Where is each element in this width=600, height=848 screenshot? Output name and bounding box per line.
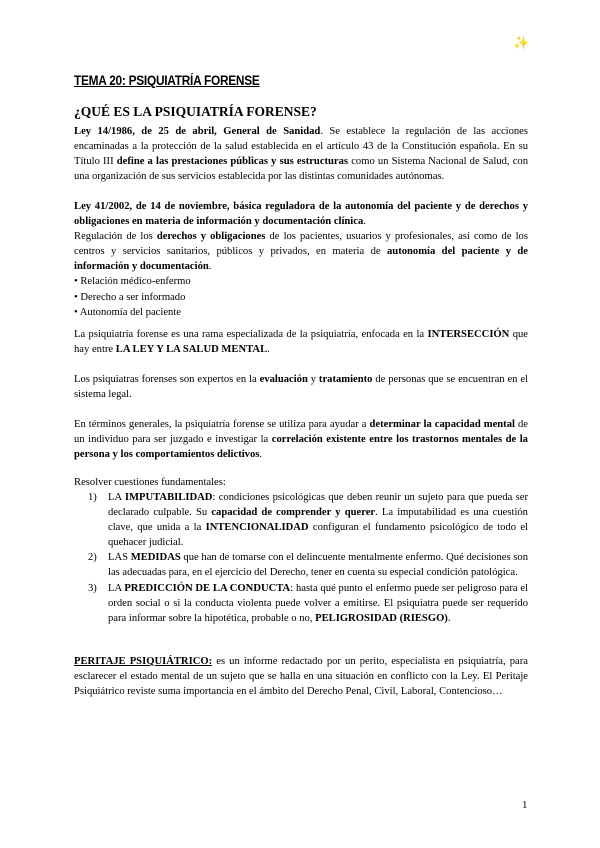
paragraph-peritaje [74, 654, 528, 699]
text: como un Sistema Nacional de Salud, con una organización de sus servicios establecida por las distintas comunidades autónomas. [74, 156, 529, 183]
text: . [208, 261, 212, 273]
text: . [363, 216, 366, 228]
text: En términos generales, la psiquiatría forense se utiliza para ayudar a [74, 419, 370, 430]
text: configuran el fundamento psicológico de todo el quehacer judicial. [108, 522, 528, 549]
bold-text: INTERSECCIÓN [427, 329, 510, 340]
list-item: • Relación médico-enfermo [74, 276, 191, 288]
text: . [267, 344, 270, 356]
bold-text: derechos y obligaciones [156, 231, 266, 243]
text: de los pacientes, usuarios y profesionales, así como de los centros y servicios sanitarios, públicos y privados, en materia de [74, 231, 528, 258]
law-title: Ley 41/2002, de 14 de noviembre, básica reguladora de la autonomía del paciente y de derechos y obligaciones en materia de información y documentación clínica [74, 201, 528, 228]
page-number: 1 [522, 799, 528, 811]
text: LA [108, 582, 125, 594]
text: de un individuo para ser juzgado e investigar la [74, 419, 528, 446]
bold-text: PREDICCIÓN DE LA CONDUCTA [124, 582, 291, 594]
text: que hay entre [74, 329, 528, 356]
text: es un informe redactado por un perito, especialista en psiquiatría, para esclarecer el estado mental de un sujeto que se halla en una situación en conflicto con la Ley. El Peritaje Psiquiátrico reviste suma importancia en el ámbito del Derecho Penal, Civil, Laboral, Contencioso… [74, 656, 528, 698]
list-item: • Derecho a ser informado [74, 291, 186, 303]
bold-text: determinar la capacidad mental [369, 419, 515, 430]
section-heading: ¿QUÉ ES LA PSIQUIATRÍA FORENSE? [74, 104, 317, 119]
bold-underlined-term: PERITAJE PSIQUIÁTRICO: [74, 656, 213, 667]
text: Resolver cuestiones fundamentales: [74, 477, 226, 488]
list-number: 2) [88, 552, 97, 564]
text: . Se establece la regulación de las acciones encaminadas a la protección de la salud establecida en el artículo 43 de la Constitución española. En su Título III [74, 126, 529, 168]
list-intro [74, 475, 528, 490]
text: Los psiquiatras forenses son expertos en la [74, 374, 260, 385]
list-number: 3) [88, 582, 97, 594]
text: . [259, 449, 263, 461]
list-item [74, 581, 528, 626]
paragraph-psiquiatras-forenses [74, 372, 528, 402]
list-item: • Autonomía del paciente [74, 306, 181, 318]
bold-text: correlación existente entre los trastornos mentales de la persona y los comportamientos delictivos [74, 434, 528, 461]
paragraph-capacidad-mental [74, 417, 528, 462]
list-item [74, 550, 528, 580]
text: y [307, 374, 319, 385]
document-title: TEMA 20: PSIQUIATRÍA FORENSE [74, 73, 260, 88]
text: La psiquiatría forense es una rama especializada de la psiquiatría, enfocada en la [74, 329, 428, 340]
paragraph-ley-41-2002 [74, 199, 528, 320]
text: que han de tomarse con el delincuente mentalmente enfermo. Qué decisiones son las adecuadas para, en el ejercicio del Derecho, tener en cuenta su especial condición patológica. [108, 552, 528, 579]
numbered-list [74, 490, 528, 626]
bold-text: MEDIDAS [130, 552, 181, 564]
bold-text: LA LEY Y LA SALUD MENTAL [115, 344, 268, 356]
paragraph-ley-14-1986 [74, 124, 528, 184]
bold-text: define a las prestaciones públicas y sus estructuras [116, 156, 349, 168]
list-number: 1) [88, 492, 97, 503]
bold-text: autonomía del paciente y de información y documentación [74, 246, 528, 273]
text: : condiciones psicológicas que deben reunir un sujeto para que pueda ser declarado culpable. Su [108, 492, 529, 519]
paragraph-interseccion [74, 327, 528, 357]
bold-text: PELIGROSIDAD (RIESGO) [315, 612, 448, 624]
bold-text: tratamiento [318, 374, 373, 385]
bold-text: capacidad de comprender y querer [211, 507, 376, 519]
law-title: Ley 14/1986, de 25 de abril, General de Sanidad [74, 126, 321, 137]
text: : hasta qué punto el enfermo puede ser peligroso para el orden social o si la conducta violenta puede volver a emitirse. El psiquiatra puede ser requerido para informar sobre la hipotética, probable o no, [108, 582, 529, 624]
text: . La imputabilidad es una cuestión clave, que unida a la [108, 507, 528, 534]
text: LAS [108, 552, 131, 564]
text: . [447, 612, 451, 624]
bold-text: evaluación [259, 374, 308, 385]
sparkle-icon: ✨ [513, 35, 530, 50]
list-item [74, 490, 528, 550]
text: de personas que se encuentran en el sistema legal. [74, 374, 528, 401]
text: LA [108, 492, 125, 503]
bold-text: INTENCIONALIDAD [205, 522, 309, 534]
text: Regulación de los [74, 231, 157, 243]
bold-text: IMPUTABILIDAD [124, 492, 213, 503]
